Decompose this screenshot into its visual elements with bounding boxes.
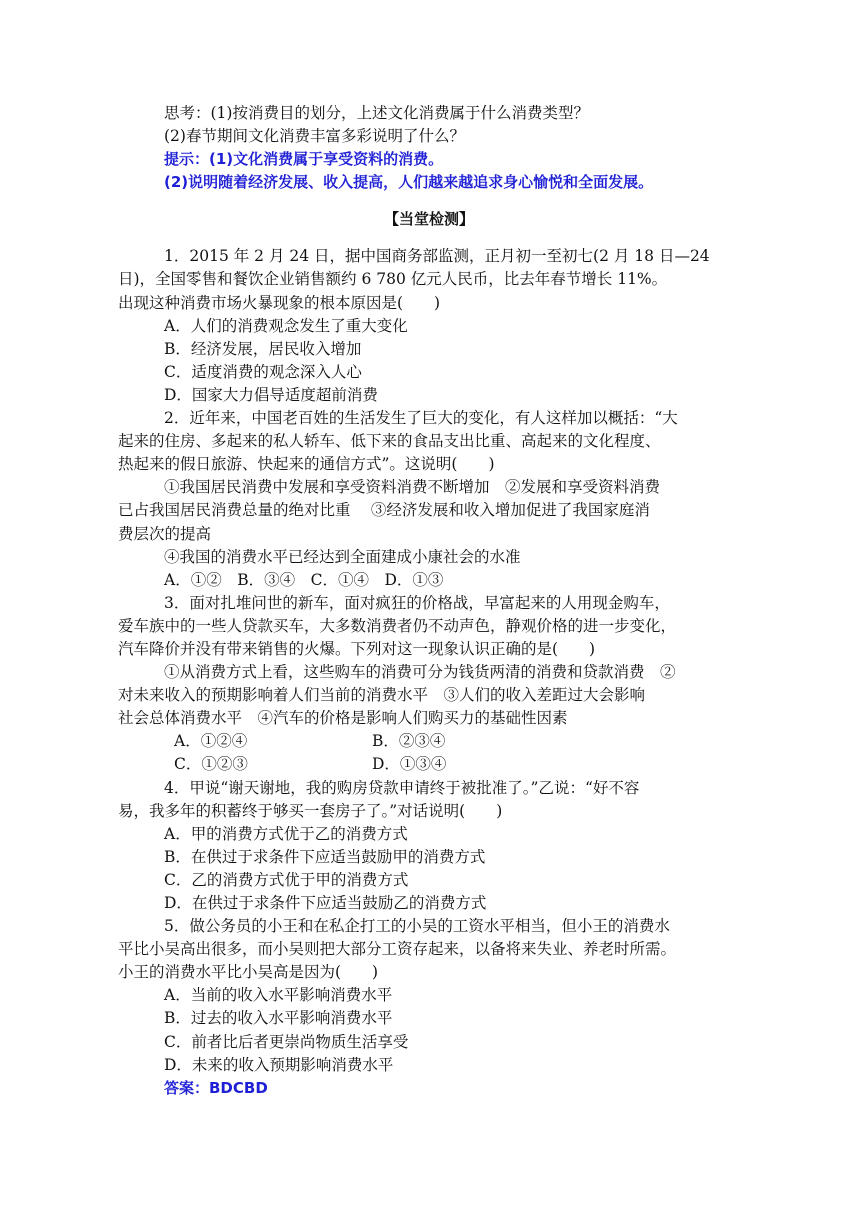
question-1	[118, 245, 740, 407]
q5-line: 小王的消费水平比小吴高是因为( )	[118, 963, 379, 982]
q1-option-a: A．人们的消费观念发生了重大变化	[164, 316, 408, 335]
q2-line: ④我国的消费水平已经达到全面建成小康社会的水准	[164, 547, 521, 566]
q4-option-c: C．乙的消费方式优于甲的消费方式	[164, 870, 409, 889]
q2-line: 费层次的提高	[118, 524, 212, 543]
q5-option-b: B．过去的收入水平影响消费水平	[164, 1009, 393, 1028]
q4-line: 4．甲说“谢天谢地，我的购房贷款申请终于被批准了。”乙说：“好不容	[164, 778, 640, 797]
q5-option-a: A．当前的收入水平影响消费水平	[164, 986, 393, 1005]
question-2	[118, 407, 740, 592]
q3-options-row-1	[118, 730, 740, 753]
document-page	[118, 102, 740, 1100]
q5-line: 5．做公务员的小王和在私企打工的小吴的工资水平相当，但小王的消费水	[164, 917, 670, 936]
q3-line: 3．面对扎堆问世的新车，面对疯狂的价格战，早富起来的人用现金购车，	[164, 593, 670, 612]
q2-line: ①我国居民消费中发展和享受资料消费不断增加 ②发展和享受资料消费	[164, 478, 661, 497]
q3-option-b: B．②③④	[372, 732, 446, 751]
thinking-question-2: (2)春节期间文化消费丰富多彩说明了什么？	[164, 127, 465, 146]
q2-line: 已占我国居民消费总量的绝对比重 ③经济发展和收入增加促进了我国家庭消	[118, 501, 650, 520]
q2-line: 2．近年来，中国老百姓的生活发生了巨大的变化，有人这样加以概括：“大	[164, 409, 678, 428]
q3-option-a: A．①②④	[174, 732, 248, 751]
question-5	[118, 915, 740, 1077]
q3-line: 汽车降价并没有带来销售的火爆。下列对这一现象认识正确的是( )	[118, 639, 596, 658]
q5-line: 平比小吴高出很多，而小吴则把大部分工资存起来，以备将来失业、养老时所需。	[118, 940, 677, 959]
q2-line: 起来的住房、多起来的私人轿车、低下来的食品支出比重、高起来的文化程度、	[118, 432, 661, 451]
hint-1: 提示：(1)文化消费属于享受资料的消费。	[164, 150, 444, 169]
question-3	[118, 592, 740, 777]
q4-option-a: A．甲的消费方式优于乙的消费方式	[164, 824, 408, 843]
q3-options-row-2	[118, 753, 740, 776]
q1-option-c: C．适度消费的观念深入人心	[164, 362, 362, 381]
q3-line: 社会总体消费水平 ④汽车的价格是影响人们购买力的基础性因素	[118, 709, 568, 728]
q4-option-b: B．在供过于求条件下应适当鼓励甲的消费方式	[164, 847, 486, 866]
answer-key: 答案：BDCBD	[164, 1078, 268, 1097]
q5-option-c: C．前者比后者更崇尚物质生活享受	[164, 1032, 409, 1051]
q5-option-d: D．未来的收入预期影响消费水平	[164, 1055, 394, 1074]
thinking-question-1: 思考：(1)按消费目的划分，上述文化消费属于什么消费类型？	[164, 104, 589, 122]
q3-line: 对未来收入的预期影响着人们当前的消费水平 ③人们的收入差距过大会影响	[118, 686, 646, 705]
q1-option-b: B．经济发展，居民收入增加	[164, 339, 362, 358]
question-4	[118, 777, 740, 916]
q3-option-c: C．①②③	[174, 755, 248, 774]
q2-options: A．①② B．③④ C．①④ D．①③	[164, 570, 444, 589]
q1-line: 1．2015 年 2 月 24 日，据中国商务部监测，正月初一至初七(2 月 18 日—24	[164, 247, 710, 266]
q4-line: 易，我多年的积蓄终于够买一套房子了。”对话说明( )	[118, 801, 503, 820]
q1-line: 日)，全国零售和餐饮企业销售额约 6 780 亿元人民币，比去年春节增长 11%。	[118, 270, 668, 289]
q2-line: 热起来的假日旅游、快起来的通信方式”。这说明( )	[118, 455, 495, 474]
q4-option-d: D．在供过于求条件下应适当鼓励乙的消费方式	[164, 894, 487, 912]
hint-2: (2)说明随着经济发展、收入提高，人们越来越追求身心愉悦和全面发展。	[164, 173, 654, 192]
section-title: 【当堂检测】	[383, 210, 474, 229]
q1-line: 出现这种消费市场火暴现象的根本原因是( )	[118, 293, 441, 312]
q3-line: ①从消费方式上看，这些购车的消费可分为钱货两清的消费和贷款消费 ②	[164, 663, 676, 682]
q1-option-d: D．国家大力倡导适度超前消费	[164, 385, 378, 404]
q3-option-d: D．①③④	[372, 755, 447, 774]
q3-line: 爱车族中的一些人贷款买车，大多数消费者仍不动声色，静观价格的进一步变化，	[118, 616, 677, 635]
